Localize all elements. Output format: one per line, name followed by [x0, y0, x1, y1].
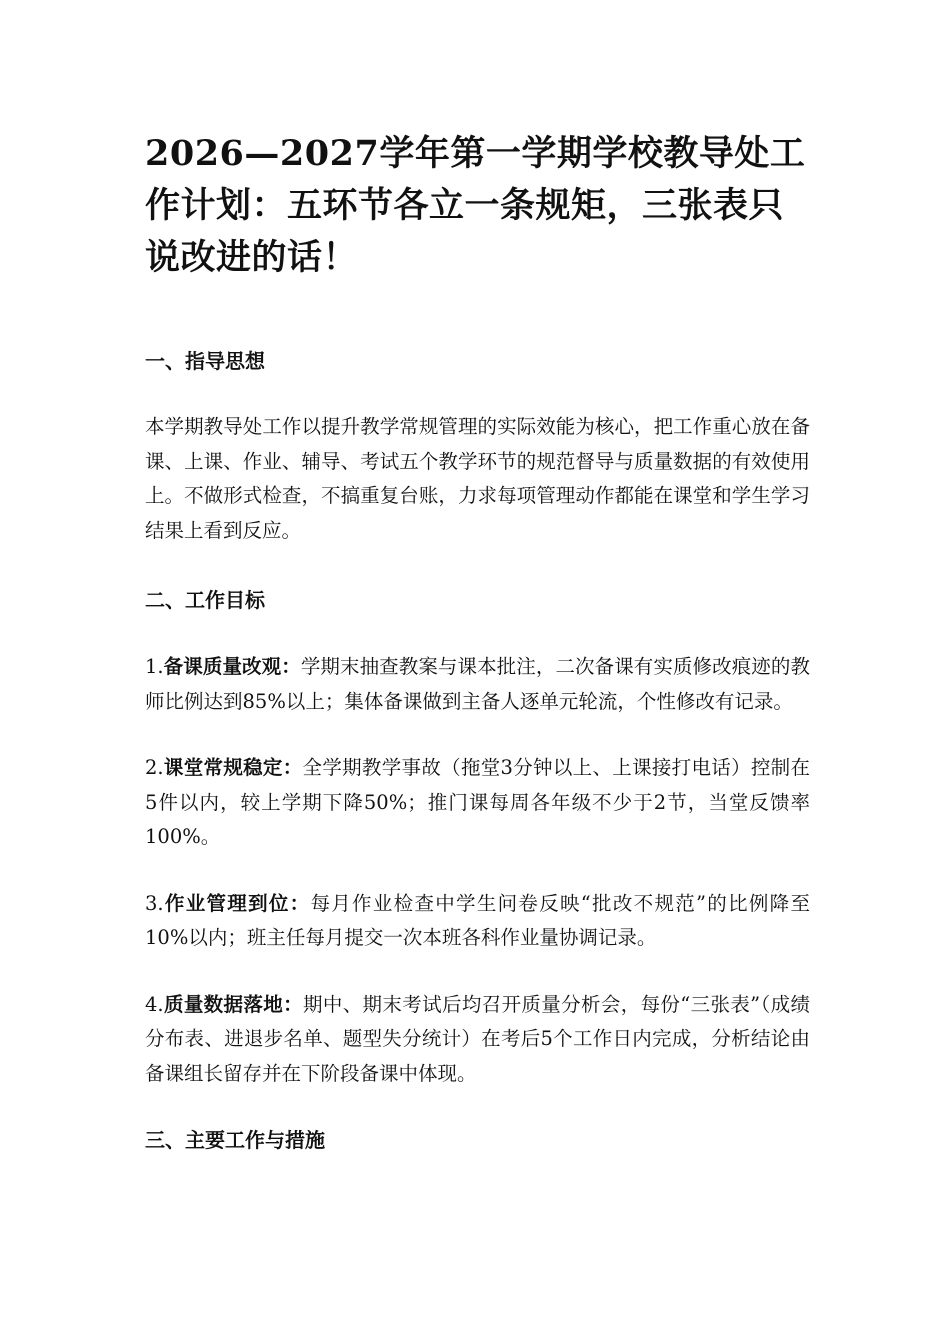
- goal-number: 4.: [145, 992, 164, 1016]
- goal-number: 2.: [145, 756, 164, 779]
- goal-text: 每月作业检查中学生问卷反映“批改不规范”的比例降至10%以内；班主任每月提交一次本班各科作业量协调记录。: [145, 891, 810, 949]
- goal-text: 期中、期末考试后均召开质量分析会，每份“三张表”（成绩分布表、进退步名单、题型失分统计）在考后5个工作日内完成，分析结论由备课组长留存并在下阶段备课中体现。: [145, 992, 810, 1085]
- goal-label: 作业管理到位：: [163, 891, 311, 915]
- goal-label: 备课质量改观：: [163, 655, 301, 678]
- section-heading-work-goals: 二、工作目标: [145, 588, 265, 612]
- guiding-ideology-paragraph: 本学期教导处工作以提升教学常规管理的实际效能为核心，把工作重心放在备课、上课、作业、辅导、考试五个教学环节的规范督导与质量数据的有效使用上。不做形式检查，不搞重复台账，力求每项管理动作都能在课堂和学生学习结果上看到反应。: [145, 415, 810, 542]
- section-heading-guiding-ideology: 一、指导思想: [145, 349, 265, 373]
- goal-text: 全学期教学事故（拖堂3分钟以上、上课接打电话）控制在5件以内，较上学期下降50%；推门课每周各年级不少于2节，当堂反馈率100%。: [145, 756, 810, 848]
- goal-number: 3.: [145, 891, 164, 915]
- goal-label: 质量数据落地：: [163, 992, 303, 1016]
- goal-item-3: [145, 887, 810, 956]
- document-title: 2026—2027学年第一学期学校教导处工作计划：五环节各立一条规矩，三张表只说改进的话！: [145, 133, 806, 278]
- goal-text: 学期末抽查教案与课本批注，二次备课有实质修改痕迹的教师比例达到85%以上；集体备课做到主备人逐单元轮流，个性修改有记录。: [145, 655, 810, 713]
- goal-label: 课堂常规稳定：: [163, 756, 303, 779]
- document-page: [145, 128, 810, 1157]
- goal-item-4: [145, 988, 810, 1092]
- section-heading-main-work: 三、主要工作与措施: [145, 1128, 325, 1152]
- goal-item-2: [145, 751, 810, 855]
- goal-number: 1.: [145, 655, 164, 678]
- goal-item-1: [145, 650, 810, 719]
